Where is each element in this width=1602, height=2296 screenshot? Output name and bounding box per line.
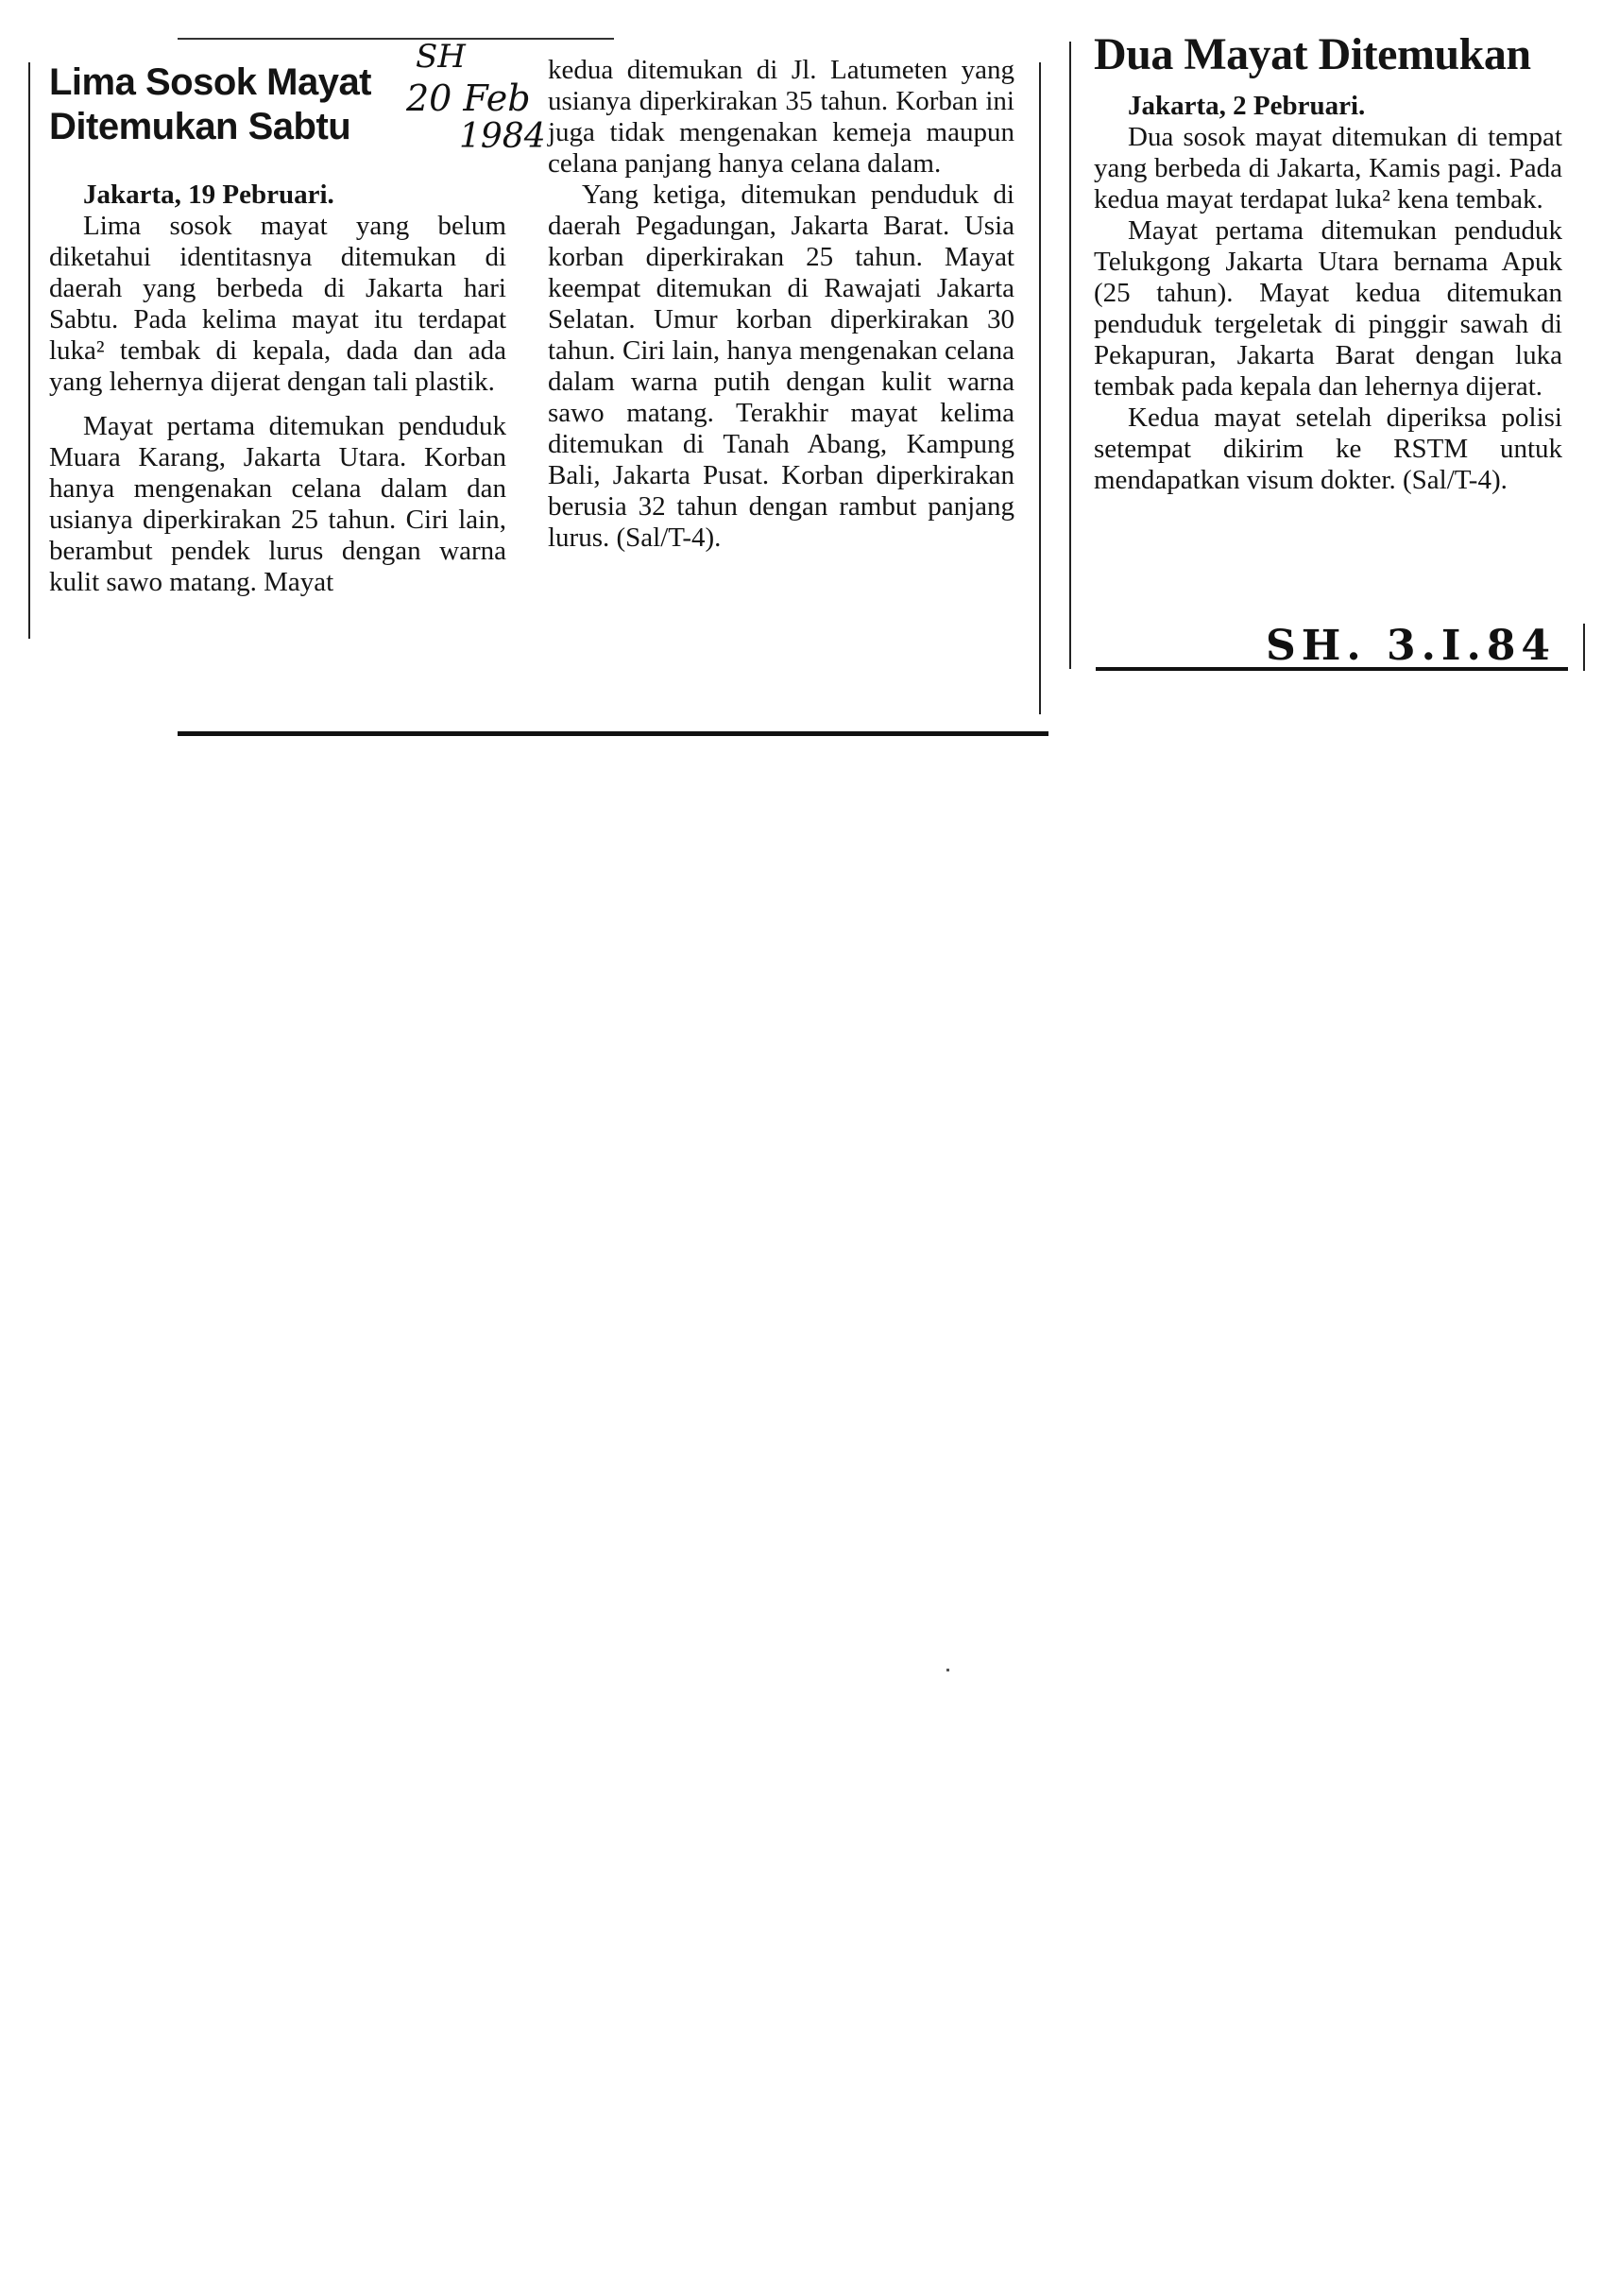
article2-dateline: Jakarta, 2 Pebruari. xyxy=(1128,91,1366,121)
article1-paragraph: Lima sosok mayat yang belum diketahui identitasnya ditemukan di daerah yang berbeda di Jakarta hari Sabtu. Pada kelima mayat itu terdapat luka² tembak di kepala, dada dan ada yang lehernya dijerat dengan tali plastik. xyxy=(49,211,506,397)
article1-left-rule xyxy=(28,62,30,639)
article2-headline: Dua Mayat Ditemukan xyxy=(1094,29,1531,79)
handwritten-date-note: 20 Feb xyxy=(406,77,531,119)
article2-paragraph: Kedua mayat setelah diperiksa polisi setempat dikirim ke RSTM untuk mendapatkan visum dokter. (Sal/T-4). xyxy=(1094,403,1562,495)
article1-headline xyxy=(49,60,427,149)
article2-right-rule xyxy=(1583,624,1585,671)
article2-left-rule xyxy=(1069,42,1071,669)
article2-column xyxy=(1094,91,1562,496)
article1-paragraph-continued: kedua ditemukan di Jl. Latumeten yang usianya diperkirakan 35 tahun. Korban ini juga tidak mengenakan kemeja maupun celana panjang hanya celana dalam. xyxy=(548,55,1014,179)
article1-top-rule xyxy=(178,38,614,40)
handwritten-year-note: 1984 xyxy=(459,117,546,156)
article1-column-1 xyxy=(49,180,506,598)
article1-dateline: Jakarta, 19 Pebruari. xyxy=(83,180,334,210)
article1-headline-line1: Lima Sosok Mayat xyxy=(49,61,372,103)
scan-speck xyxy=(946,1669,949,1671)
article1-column-2 xyxy=(548,55,1014,554)
handwritten-source-note: SH xyxy=(416,38,466,76)
article1-bottom-rule xyxy=(178,731,1048,736)
article1-right-rule xyxy=(1039,62,1041,714)
article1-paragraph: Yang ketiga, ditemukan penduduk di daerah Pegadungan, Jakarta Barat. Usia korban diperkirakan 25 tahun. Mayat keempat ditemukan di Rawajati Jakarta Selatan. Umur korban diperkirakan 30 tahun. Ciri lain, hanya mengenakan celana dalam warna putih dengan kulit warna sawo matang. Terakhir mayat kelima ditemukan di Tanah Abang, Kampung Bali, Jakarta Pusat. Korban diperkirakan berusia 32 tahun dengan rambut panjang lurus. (Sal/T-4). xyxy=(548,180,1014,553)
article2-paragraph: Dua sosok mayat ditemukan di tempat yang berbeda di Jakarta, Kamis pagi. Pada kedua mayat terdapat luka² kena tembak. xyxy=(1094,122,1562,214)
article2-paragraph: Mayat pertama ditemukan penduduk Telukgong Jakarta Utara bernama Apuk (25 tahun). Mayat kedua ditemukan penduduk tergeletak di pinggir sawah di Pekapuran, Jakarta Barat dengan luka tembak pada kepala dan lehernya dijerat. xyxy=(1094,215,1562,402)
article1-paragraph: Mayat pertama ditemukan penduduk Muara Karang, Jakarta Utara. Korban hanya mengenakan celana dalam dan usianya diperkirakan 25 tahun. Ciri lain, berambut pendek lurus dengan warna kulit sawo matang. Mayat xyxy=(49,411,506,597)
article1-headline-line2: Ditemukan Sabtu xyxy=(49,106,351,147)
handwritten-date-stamp: SH. 3.I.84 xyxy=(1266,622,1557,670)
